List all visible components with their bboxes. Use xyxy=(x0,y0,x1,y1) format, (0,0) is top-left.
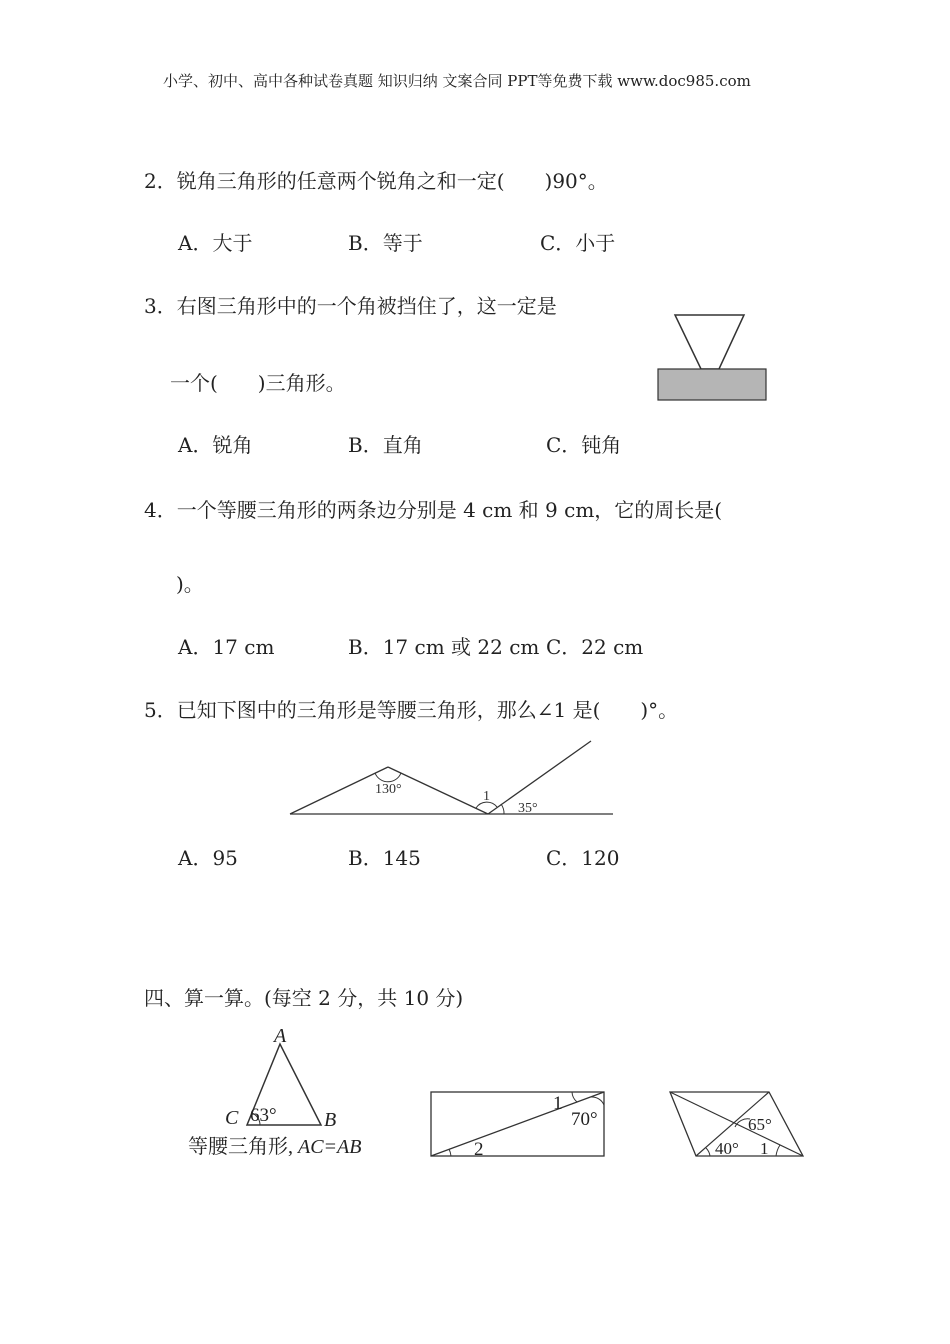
angle1-label: 1 xyxy=(760,1139,769,1158)
ray-line xyxy=(488,741,591,814)
q2-option-c: C．小于 xyxy=(540,231,616,255)
triangle-outline xyxy=(675,315,744,369)
angle35-arc xyxy=(501,804,504,814)
q4-option-a: A．17 cm xyxy=(178,635,275,659)
angle65-label: 65° xyxy=(748,1115,772,1134)
q5-option-a: A．95 xyxy=(178,846,238,870)
angle70-label: 70° xyxy=(571,1109,598,1130)
section4-isosceles-triangle-figure xyxy=(180,1022,405,1162)
q3-option-b: B．直角 xyxy=(348,433,423,457)
vertex-b-label: B xyxy=(324,1109,337,1131)
angle70-arc xyxy=(591,1097,604,1105)
q2-option-b: B．等于 xyxy=(348,231,423,255)
question-3-stem-line1: 3．右图三角形中的一个角被挡住了，这一定是 xyxy=(144,294,557,318)
q4-option-c: C．22 cm xyxy=(546,635,644,659)
angle40-arc xyxy=(706,1148,710,1156)
page-header: 小学、初中、高中各种试卷真题 知识归纳 文案合同 PPT等免费下载 www.doc985.com xyxy=(163,72,751,90)
fig1-caption-text: 等腰三角形, xyxy=(188,1136,298,1158)
angle2-arc xyxy=(449,1149,451,1156)
apex-angle-label: 130° xyxy=(375,782,402,797)
question-4-stem-line1: 4．一个等腰三角形的两条边分别是 4 cm 和 9 cm，它的周长是( xyxy=(144,498,723,522)
angle35-label: 35° xyxy=(518,801,538,816)
angle40-label: 40° xyxy=(715,1139,739,1158)
q2-option-a: A．大于 xyxy=(178,231,253,255)
angle1-arc xyxy=(776,1145,780,1156)
fig1-caption-math: AC=AB xyxy=(298,1136,362,1158)
right-side xyxy=(388,767,488,814)
q5-option-b: B．145 xyxy=(348,846,421,870)
section4-rectangle-figure xyxy=(425,1082,615,1164)
q4-option-b: B．17 cm 或 22 cm xyxy=(348,635,540,659)
section4-parallelogram-figure xyxy=(660,1082,815,1164)
q3-option-a: A．锐角 xyxy=(178,433,253,457)
question-2-stem: 2．锐角三角形的任意两个锐角之和一定( )90°。 xyxy=(144,169,608,193)
angle1-label: 1 xyxy=(553,1093,563,1114)
vertex-a-label: A xyxy=(274,1025,287,1047)
q5-isosceles-figure xyxy=(280,735,625,825)
question-4-stem-line2: )。 xyxy=(176,572,204,596)
question-3-stem-line2: 一个( )三角形。 xyxy=(170,371,346,395)
section-4-title: 四、算一算。(每空 2 分，共 10 分) xyxy=(144,986,464,1010)
svg-text:等腰三角形, AC=AB xyxy=(188,1135,362,1158)
q5-option-c: C．120 xyxy=(546,846,620,870)
left-side xyxy=(290,767,388,814)
q3-option-c: C．钝角 xyxy=(546,433,622,457)
vertex-c-label: C xyxy=(225,1107,239,1129)
angle2-label: 2 xyxy=(474,1139,484,1160)
angle1-arc xyxy=(572,1092,577,1102)
angle1-label: 1 xyxy=(483,789,490,804)
question-5-stem: 5．已知下图中的三角形是等腰三角形，那么∠1 是( )°。 xyxy=(144,698,679,722)
q3-hidden-triangle-figure xyxy=(650,308,775,406)
angle-63-label: 63° xyxy=(250,1105,277,1126)
apex-angle-arc xyxy=(375,773,401,782)
covering-rectangle xyxy=(658,369,766,400)
